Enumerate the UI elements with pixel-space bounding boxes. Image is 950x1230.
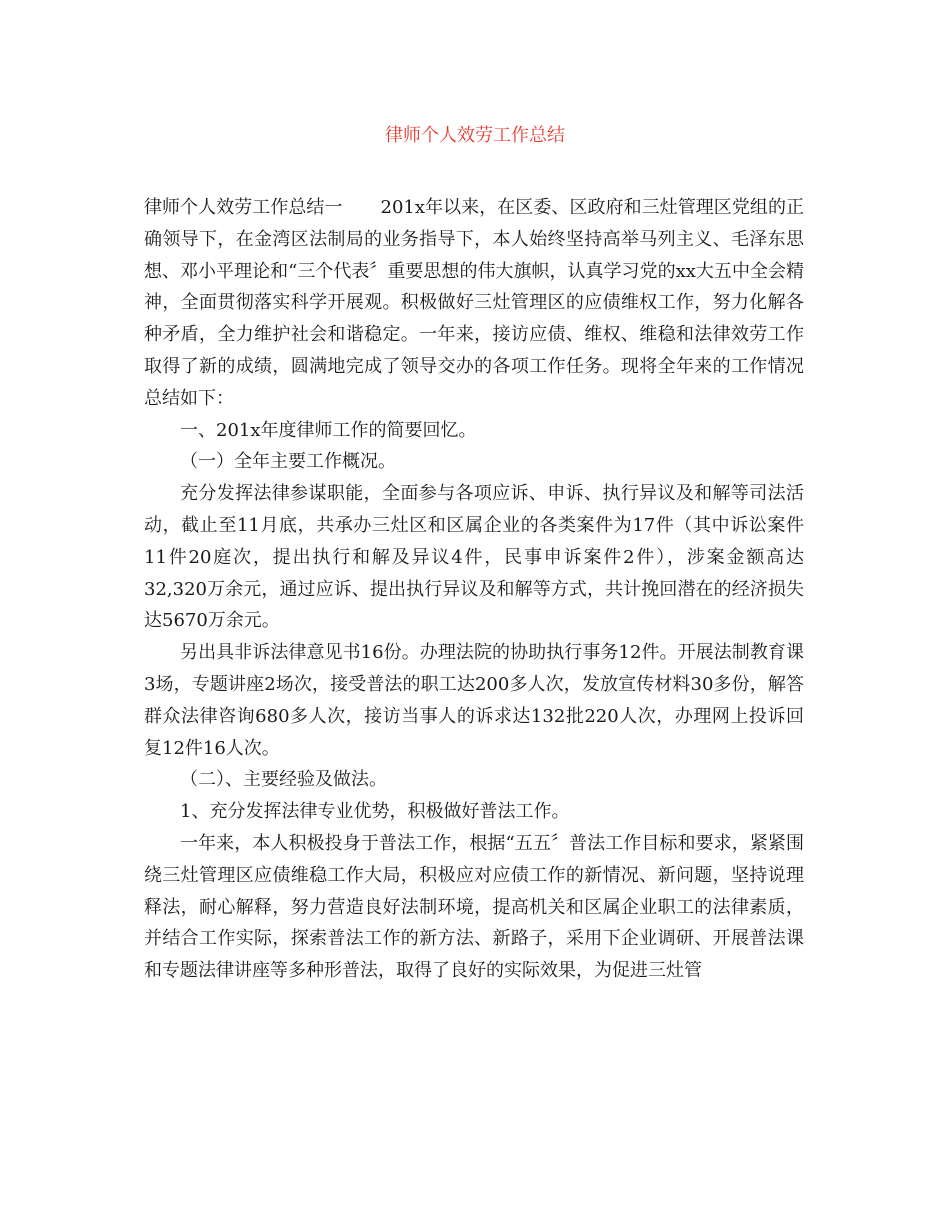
item-heading: 1、充分发挥法律专业优势，积极做好普法工作。 <box>180 801 570 823</box>
section-heading: 一、201x年度律师工作的简要回忆。 <box>180 419 477 441</box>
body-paragraph: 一年来，本人积极投身于普法工作，根据“五五〞普法工作目标和要求，紧紧围绕三灶管理区应债维稳工作大局，积极应对应债工作的新情况、新问题，坚持说理释法，耐心解释，努力营造良好法制环境，提高机关和区属企业职工的法律素质，并结合工作实际，探索普法工作的新方法、新路子，采用下企业调研、开展普法课和专题法律讲座等多种形普法，取得了良好的实际效果，为促进三灶管 <box>144 832 804 982</box>
document-title: 律师个人效劳工作总结 <box>385 125 565 146</box>
body-paragraph: 充分发挥法律参谋职能，全面参与各项应诉、申诉、执行异议及和解等司法活动，截止至11月底，共承办三灶区和区属企业的各类案件为17件（其中诉讼案件11件20庭次，提出执行和解及异议4件，民事申诉案件2件），涉案金额高达32,320万余元，通过应诉、提出执行异议及和解等方式，共计挽回潜在的经济损失达5670万余元。 <box>144 483 804 632</box>
body-paragraph: 另出具非诉法律意见书16份。办理法院的协助执行事务12件。开展法制教育课3场，专题讲座2场次，接受普法的职工达200多人次，发放宣传材料30多份，解答群众法律咨询680多人次，接访当事人的诉求达132批220人次，办理网上投诉回复12件16人次。 <box>144 642 804 759</box>
document-body <box>144 192 804 987</box>
intro-label: 律师个人效劳工作总结一 <box>144 197 343 218</box>
subsection-heading: （一）全年主要工作概况。 <box>180 451 396 473</box>
subsection-heading: （二）、主要经验及做法。 <box>180 769 387 791</box>
intro-text: 201x年以来，在区委、区政府和三灶管理区党组的正确领导下，在金湾区法制局的业务指导下，本人始终坚持高举马列主义、毛泽东思想、邓小平理论和“三个代表〞重要思想的伟大旗帜，认真学习党的xx大五中全会精神，全面贯彻落实科学开展观。积极做好三灶管理区的应债维权工作，努力化解各种矛盾，全力维护社会和谐稳定。一年来，接访应债、维权、维稳和法律效劳工作取得了新的成绩，圆满地完成了领导交办的各项工作任务。现将全年来的工作情况总结如下： <box>144 197 804 409</box>
intro-paragraph <box>144 192 804 415</box>
